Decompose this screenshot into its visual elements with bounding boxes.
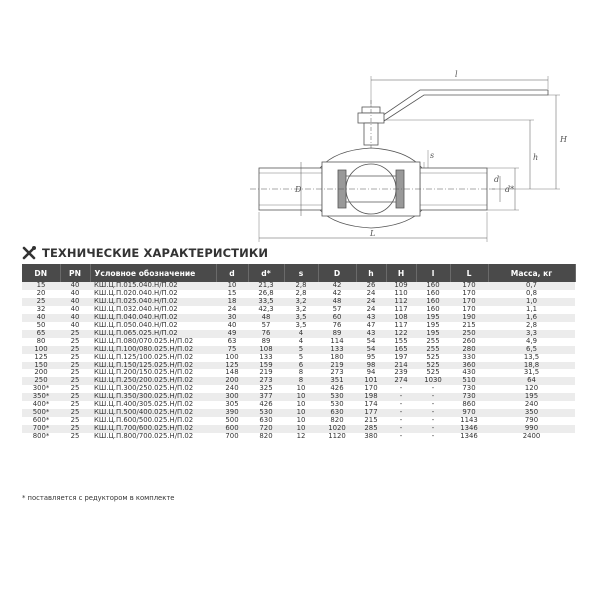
spec-table <box>22 264 576 441</box>
cell-l: 195 <box>416 314 450 322</box>
cell-designation: КШ.Ц.П.025.040.Н/П.02 <box>90 298 216 306</box>
cell-h: 177 <box>356 409 386 417</box>
cell-s: 3,5 <box>284 314 318 322</box>
dim-label-D: D <box>295 185 302 194</box>
dim-label-L: L <box>370 229 376 238</box>
cell-designation: КШ.Ц.П.800/700.025.Н/П.02 <box>90 433 216 441</box>
cell-d-star: 33,5 <box>248 298 284 306</box>
col-header-dn: DN <box>22 264 60 282</box>
cell-h: 215 <box>356 417 386 425</box>
cell-l: - <box>416 401 450 409</box>
cell-d-star: 48 <box>248 314 284 322</box>
cell-designation: КШ.Ц.П.080/070.025.Н/П.02 <box>90 338 216 346</box>
cell-l: 1030 <box>416 377 450 385</box>
cell-designation: КШ.Ц.П.350/300.025.Н/П.02 <box>90 393 216 401</box>
cell-H: 239 <box>386 369 416 377</box>
cell-D: 1120 <box>318 433 356 441</box>
cell-d-star: 720 <box>248 425 284 433</box>
cell-L: 860 <box>450 401 488 409</box>
cell-L: 170 <box>450 298 488 306</box>
cell-l: 160 <box>416 282 450 290</box>
cell-s: 3,5 <box>284 322 318 330</box>
cell-H: 165 <box>386 346 416 354</box>
cell-s: 10 <box>284 401 318 409</box>
table-row <box>22 330 575 338</box>
cell-d-star: 273 <box>248 377 284 385</box>
cell-s: 8 <box>284 377 318 385</box>
cell-L: 280 <box>450 346 488 354</box>
cell-dn: 800* <box>22 433 60 441</box>
table-row <box>22 346 575 354</box>
cell-mass: 195 <box>488 393 575 401</box>
cell-h: 94 <box>356 369 386 377</box>
cell-H: 109 <box>386 282 416 290</box>
cell-pn: 25 <box>60 425 90 433</box>
cell-dn: 32 <box>22 306 60 314</box>
cell-l: 255 <box>416 346 450 354</box>
cell-d-star: 57 <box>248 322 284 330</box>
cell-h: 54 <box>356 346 386 354</box>
cell-designation: КШ.Ц.П.600/500.025.Н/П.02 <box>90 417 216 425</box>
cell-pn: 40 <box>60 314 90 322</box>
cell-L: 170 <box>450 306 488 314</box>
cell-h: 285 <box>356 425 386 433</box>
cell-d-star: 325 <box>248 385 284 393</box>
footnote: * поставляется с редуктором в комплекте <box>22 494 175 502</box>
cell-L: 1346 <box>450 433 488 441</box>
cell-d-star: 219 <box>248 369 284 377</box>
cell-H: 110 <box>386 290 416 298</box>
cell-s: 6 <box>284 362 318 370</box>
cell-mass: 0,7 <box>488 282 575 290</box>
cell-d: 300 <box>216 393 248 401</box>
table-row <box>22 401 575 409</box>
cell-pn: 25 <box>60 393 90 401</box>
cell-h: 24 <box>356 290 386 298</box>
cell-h: 101 <box>356 377 386 385</box>
cell-d-star: 26,8 <box>248 290 284 298</box>
cell-pn: 25 <box>60 401 90 409</box>
cell-L: 1143 <box>450 417 488 425</box>
cell-dn: 350* <box>22 393 60 401</box>
cell-l: - <box>416 417 450 425</box>
col-header-D: D <box>318 264 356 282</box>
cell-H: - <box>386 425 416 433</box>
cell-dn: 600* <box>22 417 60 425</box>
cell-l: - <box>416 409 450 417</box>
cell-s: 5 <box>284 354 318 362</box>
col-header-l: l <box>416 264 450 282</box>
cell-H: - <box>386 393 416 401</box>
cell-D: 57 <box>318 306 356 314</box>
cell-d: 390 <box>216 409 248 417</box>
cell-designation: КШ.Ц.П.015.040.Н/П.02 <box>90 282 216 290</box>
cell-h: 43 <box>356 330 386 338</box>
cell-pn: 25 <box>60 377 90 385</box>
dim-label-s: s <box>430 151 435 160</box>
cell-H: - <box>386 385 416 393</box>
cell-d-star: 820 <box>248 433 284 441</box>
cell-mass: 2,8 <box>488 322 575 330</box>
cell-l: 525 <box>416 369 450 377</box>
cell-dn: 125 <box>22 354 60 362</box>
table-row <box>22 306 575 314</box>
dim-label-d-star: d* <box>505 185 515 194</box>
cell-dn: 150 <box>22 362 60 370</box>
cell-H: 117 <box>386 306 416 314</box>
cell-d: 200 <box>216 377 248 385</box>
cell-dn: 100 <box>22 346 60 354</box>
cell-mass: 350 <box>488 409 575 417</box>
cell-s: 12 <box>284 433 318 441</box>
cell-D: 273 <box>318 369 356 377</box>
cell-mass: 2400 <box>488 433 575 441</box>
cell-d: 40 <box>216 322 248 330</box>
cell-dn: 25 <box>22 298 60 306</box>
cell-h: 24 <box>356 306 386 314</box>
cell-dn: 250 <box>22 377 60 385</box>
cell-D: 820 <box>318 417 356 425</box>
section-heading <box>22 245 268 261</box>
cell-dn: 400* <box>22 401 60 409</box>
cell-s: 4 <box>284 338 318 346</box>
cell-s: 10 <box>284 425 318 433</box>
cell-l: 195 <box>416 330 450 338</box>
cell-l: - <box>416 425 450 433</box>
cell-H: 274 <box>386 377 416 385</box>
cell-d: 700 <box>216 433 248 441</box>
cell-D: 426 <box>318 385 356 393</box>
cell-D: 180 <box>318 354 356 362</box>
cell-D: 530 <box>318 393 356 401</box>
cell-d-star: 530 <box>248 409 284 417</box>
cell-pn: 25 <box>60 362 90 370</box>
cell-d-star: 89 <box>248 338 284 346</box>
cell-H: 214 <box>386 362 416 370</box>
cell-designation: КШ.Ц.П.125/100.025.Н/П.02 <box>90 354 216 362</box>
col-header-designation: Условное обозначение <box>90 264 216 282</box>
cell-pn: 40 <box>60 282 90 290</box>
cell-mass: 120 <box>488 385 575 393</box>
col-header-mass: Масса, кг <box>488 264 575 282</box>
table-row <box>22 322 575 330</box>
cell-designation: КШ.Ц.П.200/150.025.Н/П.02 <box>90 369 216 377</box>
col-header-H: H <box>386 264 416 282</box>
cell-L: 215 <box>450 322 488 330</box>
cell-designation: КШ.Ц.П.700/600.025.Н/П.02 <box>90 425 216 433</box>
cell-H: 108 <box>386 314 416 322</box>
table-row <box>22 433 575 441</box>
table-row <box>22 425 575 433</box>
cell-mass: 6,5 <box>488 346 575 354</box>
cell-h: 174 <box>356 401 386 409</box>
cell-designation: КШ.Ц.П.500/400.025.Н/П.02 <box>90 409 216 417</box>
cell-mass: 790 <box>488 417 575 425</box>
cell-d-star: 630 <box>248 417 284 425</box>
cell-l: 160 <box>416 290 450 298</box>
cell-dn: 40 <box>22 314 60 322</box>
cell-D: 89 <box>318 330 356 338</box>
cell-d: 600 <box>216 425 248 433</box>
cell-d: 240 <box>216 385 248 393</box>
cell-pn: 25 <box>60 385 90 393</box>
cell-l: 160 <box>416 298 450 306</box>
dim-label-d: d <box>494 175 500 184</box>
dim-label-l: l <box>455 70 458 79</box>
cell-l: 255 <box>416 338 450 346</box>
cell-mass: 13,5 <box>488 354 575 362</box>
cell-mass: 3,3 <box>488 330 575 338</box>
cell-d-star: 133 <box>248 354 284 362</box>
cell-h: 43 <box>356 314 386 322</box>
cell-mass: 990 <box>488 425 575 433</box>
cell-s: 10 <box>284 409 318 417</box>
cell-pn: 25 <box>60 433 90 441</box>
cell-dn: 15 <box>22 282 60 290</box>
cell-designation: КШ.Ц.П.100/080.025.Н/П.02 <box>90 346 216 354</box>
cell-H: - <box>386 401 416 409</box>
cell-pn: 25 <box>60 369 90 377</box>
cell-pn: 40 <box>60 306 90 314</box>
cell-pn: 40 <box>60 322 90 330</box>
cell-L: 190 <box>450 314 488 322</box>
cell-designation: КШ.Ц.П.150/125.025.Н/П.02 <box>90 362 216 370</box>
cell-s: 5 <box>284 346 318 354</box>
cell-L: 260 <box>450 338 488 346</box>
cell-D: 76 <box>318 322 356 330</box>
cell-mass: 0,8 <box>488 290 575 298</box>
cell-D: 351 <box>318 377 356 385</box>
cell-designation: КШ.Ц.П.250/200.025.Н/П.02 <box>90 377 216 385</box>
col-header-s: s <box>284 264 318 282</box>
cell-d: 148 <box>216 369 248 377</box>
cell-h: 24 <box>356 298 386 306</box>
section-title: ТЕХНИЧЕСКИЕ ХАРАКТЕРИСТИКИ <box>42 246 269 260</box>
cell-l: 525 <box>416 362 450 370</box>
cell-designation: КШ.Ц.П.065.025.Н/П.02 <box>90 330 216 338</box>
cell-d: 500 <box>216 417 248 425</box>
cell-L: 430 <box>450 369 488 377</box>
cell-mass: 1,0 <box>488 298 575 306</box>
cell-H: - <box>386 433 416 441</box>
cell-D: 60 <box>318 314 356 322</box>
table-row <box>22 385 575 393</box>
cell-l: 525 <box>416 354 450 362</box>
cell-mass: 64 <box>488 377 575 385</box>
cell-d: 15 <box>216 290 248 298</box>
cell-dn: 20 <box>22 290 60 298</box>
cell-s: 3,2 <box>284 306 318 314</box>
cell-d-star: 159 <box>248 362 284 370</box>
cell-pn: 25 <box>60 409 90 417</box>
cell-mass: 4,9 <box>488 338 575 346</box>
col-header-pn: PN <box>60 264 90 282</box>
cell-designation: КШ.Ц.П.040.040.Н/П.02 <box>90 314 216 322</box>
cell-L: 250 <box>450 330 488 338</box>
cell-L: 970 <box>450 409 488 417</box>
table-row <box>22 393 575 401</box>
cell-l: 195 <box>416 322 450 330</box>
table-row <box>22 417 575 425</box>
cell-d: 18 <box>216 298 248 306</box>
dim-label-H: H <box>560 135 567 144</box>
cell-dn: 300* <box>22 385 60 393</box>
cell-pn: 25 <box>60 354 90 362</box>
cell-l: - <box>416 433 450 441</box>
cell-pn: 25 <box>60 417 90 425</box>
cell-D: 114 <box>318 338 356 346</box>
cell-D: 630 <box>318 409 356 417</box>
table-row <box>22 338 575 346</box>
cell-L: 330 <box>450 354 488 362</box>
cell-H: 155 <box>386 338 416 346</box>
cell-dn: 65 <box>22 330 60 338</box>
cell-pn: 25 <box>60 346 90 354</box>
cell-d-star: 377 <box>248 393 284 401</box>
cell-pn: 40 <box>60 298 90 306</box>
cell-H: - <box>386 409 416 417</box>
cell-D: 1020 <box>318 425 356 433</box>
cell-d: 75 <box>216 346 248 354</box>
col-header-h: h <box>356 264 386 282</box>
cell-pn: 25 <box>60 338 90 346</box>
cell-L: 510 <box>450 377 488 385</box>
cell-l: - <box>416 385 450 393</box>
cell-d-star: 21,3 <box>248 282 284 290</box>
table-row <box>22 354 575 362</box>
cell-d-star: 42,3 <box>248 306 284 314</box>
cell-D: 530 <box>318 401 356 409</box>
cell-d: 305 <box>216 401 248 409</box>
cell-designation: КШ.Ц.П.032.040.Н/П.02 <box>90 306 216 314</box>
wrench-cross-icon <box>22 246 36 260</box>
table-row <box>22 409 575 417</box>
cell-d: 10 <box>216 282 248 290</box>
table-row <box>22 369 575 377</box>
cell-d-star: 108 <box>248 346 284 354</box>
cell-L: 730 <box>450 385 488 393</box>
cell-dn: 200 <box>22 369 60 377</box>
cell-dn: 50 <box>22 322 60 330</box>
cell-D: 42 <box>318 290 356 298</box>
cell-mass: 1,6 <box>488 314 575 322</box>
cell-s: 4 <box>284 330 318 338</box>
cell-s: 3,2 <box>284 298 318 306</box>
cell-h: 54 <box>356 338 386 346</box>
table-row <box>22 290 575 298</box>
cell-pn: 25 <box>60 330 90 338</box>
cell-mass: 18,8 <box>488 362 575 370</box>
ball-valve-drawing <box>0 0 591 250</box>
cell-h: 26 <box>356 282 386 290</box>
dim-label-h: h <box>533 153 539 162</box>
cell-d: 63 <box>216 338 248 346</box>
cell-L: 170 <box>450 290 488 298</box>
table-header-row <box>22 264 575 282</box>
cell-d: 100 <box>216 354 248 362</box>
table-row <box>22 314 575 322</box>
table-row <box>22 362 575 370</box>
cell-H: 122 <box>386 330 416 338</box>
cell-h: 198 <box>356 393 386 401</box>
cell-d: 49 <box>216 330 248 338</box>
cell-h: 380 <box>356 433 386 441</box>
cell-designation: КШ.Ц.П.300/250.025.Н/П.02 <box>90 385 216 393</box>
cell-D: 48 <box>318 298 356 306</box>
cell-h: 170 <box>356 385 386 393</box>
cell-dn: 80 <box>22 338 60 346</box>
cell-d: 24 <box>216 306 248 314</box>
cell-H: 197 <box>386 354 416 362</box>
cell-D: 133 <box>318 346 356 354</box>
cell-D: 42 <box>318 282 356 290</box>
cell-designation: КШ.Ц.П.050.040.Н/П.02 <box>90 322 216 330</box>
cell-H: 112 <box>386 298 416 306</box>
cell-D: 219 <box>318 362 356 370</box>
cell-dn: 700* <box>22 425 60 433</box>
cell-designation: КШ.Ц.П.400/305.025.Н/П.02 <box>90 401 216 409</box>
cell-h: 95 <box>356 354 386 362</box>
cell-d: 125 <box>216 362 248 370</box>
table-row <box>22 377 575 385</box>
cell-h: 47 <box>356 322 386 330</box>
cell-s: 10 <box>284 393 318 401</box>
cell-H: 117 <box>386 322 416 330</box>
cell-mass: 240 <box>488 401 575 409</box>
cell-s: 10 <box>284 417 318 425</box>
cell-d-star: 76 <box>248 330 284 338</box>
cell-L: 360 <box>450 362 488 370</box>
cell-dn: 500* <box>22 409 60 417</box>
col-header-L: L <box>450 264 488 282</box>
cell-d-star: 426 <box>248 401 284 409</box>
cell-s: 2,8 <box>284 282 318 290</box>
table-row <box>22 282 575 290</box>
cell-H: - <box>386 417 416 425</box>
cell-s: 2,8 <box>284 290 318 298</box>
cell-l: 160 <box>416 306 450 314</box>
col-header-d-star: d* <box>248 264 284 282</box>
cell-pn: 40 <box>60 290 90 298</box>
cell-mass: 1,1 <box>488 306 575 314</box>
cell-designation: КШ.Ц.П.020.040.Н/П.02 <box>90 290 216 298</box>
cell-s: 8 <box>284 369 318 377</box>
table-row <box>22 298 575 306</box>
col-header-d: d <box>216 264 248 282</box>
cell-s: 10 <box>284 385 318 393</box>
cell-d: 30 <box>216 314 248 322</box>
cell-L: 730 <box>450 393 488 401</box>
cell-mass: 31,5 <box>488 369 575 377</box>
cell-h: 98 <box>356 362 386 370</box>
cell-L: 1346 <box>450 425 488 433</box>
cell-L: 170 <box>450 282 488 290</box>
cell-l: - <box>416 393 450 401</box>
